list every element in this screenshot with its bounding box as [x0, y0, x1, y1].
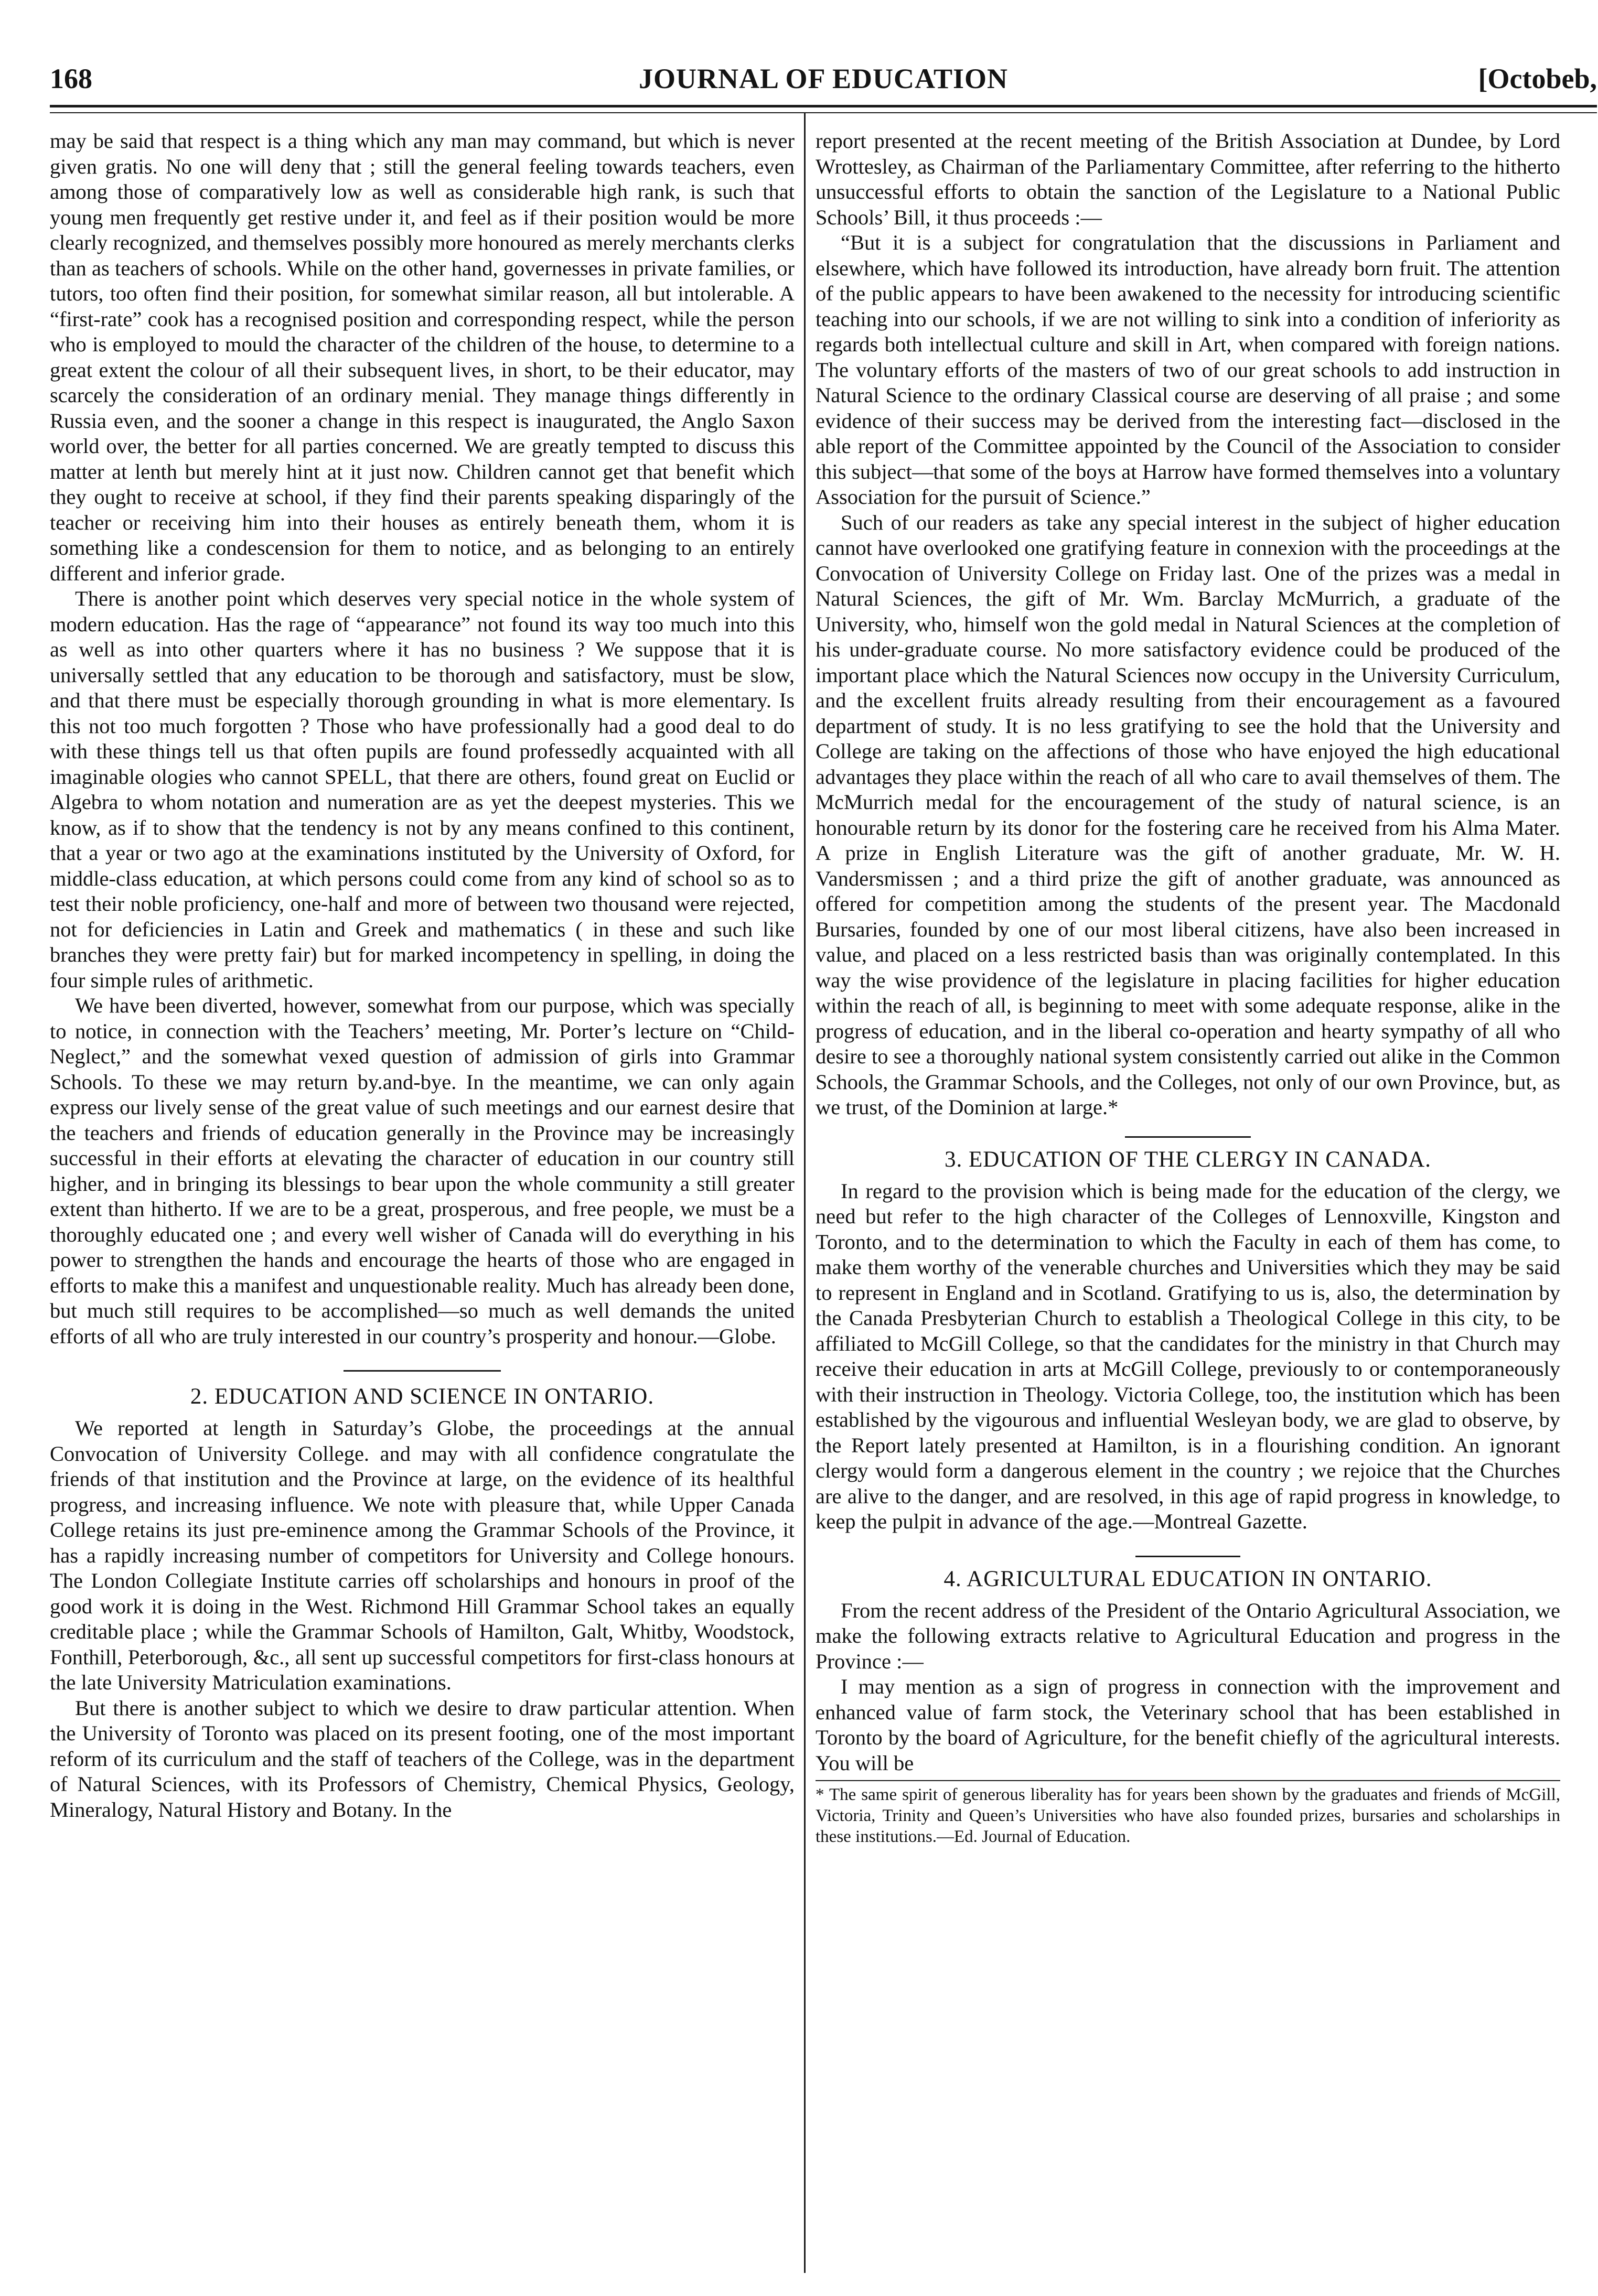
footnote: * The same spirit of generous liberality has for years been shown by the graduates and friends of McGill, Victoria, Trinity and Queen’s Universities who have also founded prizes, bursaries and scholarships in these institutions.—Ed. Journal of Education. — [816, 1785, 1560, 1846]
section-divider — [1125, 1136, 1251, 1138]
section-divider — [1135, 1556, 1240, 1557]
article-paragraph: Such of our readers as take any special interest in the subject of higher education cannot have overlooked one gratifying feature in connexion with the proceedings at the Convocation of University College on Friday last. One of the prizes was a medal in Natural Sciences, the gift of Mr. Wm. Barclay McMurrich, a graduate of the University, who, himself won the gold medal in Natural Sciences at the completion of his under-graduate course. No more satisfactory evidence could be produced of the important place which the Natural Sciences now occupy in the University Curriculum, and the excellent fruits already resulting from their encouragement as a favoured department of study. It is no less gratifying to see the hold that the University and College are taking on the affections of those who have enjoyed the high educational advantages they place within the reach of all who care to avail themselves of them. The McMurrich medal for the encouragement of the study of natural science, is an honourable return by its donor for the fostering care he received from his Alma Mater. A prize in English Literature was the gift of another graduate, Mr. W. H. Vandersmissen ; and a third prize the gift of another graduate, was announced as offered for competition among the students of the present year. The Macdonald Bursaries, founded by one of our most liberal citizens, have also been increased in value, and placed on a less restricted basis than was originally contemplated. In this way the wise providence of the legislature in placing facilities for higher education within the reach of all, is beginning to meet with some adequate response, alike in the progress of education, and in the liberal co-operation and hearty sympathy of all who desire to see a thoroughly national system consistently carried out alike in the Common Schools, the Grammar Schools, and the Colleges, not only of our own Province, but, as we trust, of the Dominion at large.* — [816, 510, 1560, 1119]
page-number: 168 — [50, 63, 92, 94]
footnote-rule — [816, 1780, 1560, 1781]
running-head — [50, 50, 1597, 107]
article-paragraph: We reported at length in Saturday’s Globe, the proceedings at the annual Convocation of University College. and may with all confidence congratulate the friends of that institution and the Province at large, on the evidence of its healthful progress, and increasing influence. We note with pleasure that, while Upper Canada College retains its just pre-eminence among the Grammar Schools of the Province, it has a rapidly increasing number of competitors for University and College honours. The London Collegiate Institute carries off scholarships and honours in proof of the good work it is doing in the West. Richmond Hill Grammar School takes an equally creditable place ; while the Grammar Schools of Hamilton, Galt, Whitby, Woodstock, Fonthill, Peterborough, &c., all sent up successful competitors for first-class honours at the late University Matriculation examinations. — [50, 1416, 795, 1694]
article-paragraph: may be said that respect is a thing which any man may command, but which is never given gratis. No one will deny that ; still the general feeling towards teachers, even among those of comparatively low as well as considerable high rank, is such that young men frequently get restive under it, and feel as if their position would be more clearly recognized, and themselves possibly more honoured as merely merchants clerks than as teachers of schools. While on the other hand, governesses in private families, or tutors, too often find their position, for somewhat similar reason, all but intolerable. A “first-rate” cook has a recognised position and corresponding respect, while the person who is employed to mould the character of the children of the house, to determine to a great extent the colour of all their subsequent lives, in short, to be their educator, may scarcely the consideration of an ordinary menial. They manage things differently in Russia even, and the sooner a change in this respect is inaugurated, the Anglo Saxon world over, the better for all parties concerned. We are greatly tempted to discuss this matter at lenth but merely hint at it just now. Children cannot get that benefit which they ought to receive at school, if they find their parents speaking disparingly of the teacher or receiving him into their houses as entirely beneath them, whom it is something like a condescension for them to notice, and as belonging to an entirely different and inferior grade. — [50, 129, 795, 585]
journal-title: JOURNAL OF EDUCATION — [638, 63, 1009, 94]
article-paragraph: But there is another subject to which we desire to draw particular attention. When the University of Toronto was placed on its present footing, one of the most important reform of its curriculum and the staff of teachers of the College, was in the department of Natural Sciences, with its Professors of Chemistry, Chemical Physics, Geology, Mineralogy, Natural History and Botany. In the — [50, 1696, 795, 1821]
article-paragraph: From the recent address of the President of the Ontario Agricultural Association, we make the following extracts relative to Agricultural Education and progress in the Province :— — [816, 1598, 1560, 1673]
article-paragraph: We have been diverted, however, somewhat from our purpose, which was specially to notice, in connection with the Teachers’ meeting, Mr. Porter’s lecture on “Child-Neglect,” and the somewhat vexed question of admission of girls into Grammar Schools. To these we may return by.and-bye. In the meantime, we can only again express our lively sense of the great value of such meetings and our earnest desire that the teachers and friends of education generally in the Province may be increasingly successful in their efforts at elevating the character of education in our country still higher, and in bringing its blessings to bear upon the whole community a still greater extent than hitherto. If we are to be a great, prosperous, and free people, we must be a thoroughly educated one ; and every well wisher of Canada will do everything in his power to strengthen the hands and encourage the hearts of those who are engaged in efforts to make this a manifest and unquestionable reality. Much has already been done, but much still requires to be accomplished—so much as well demands the united efforts of all who are truly interested in our country’s prosperity and honour.—Globe. — [50, 994, 795, 1348]
section-heading: 3. EDUCATION OF THE CLERGY IN CANADA. — [944, 1147, 1432, 1172]
section-heading: 4. AGRICULTURAL EDUCATION IN ONTARIO. — [943, 1566, 1432, 1591]
header-rule — [50, 105, 1597, 107]
article-paragraph: There is another point which deserves very special notice in the whole system of modern education. Has the rage of “appearance” not found its way too much into this as well as into other quarters where it has no business ? We suppose that it is universally settled that any education to be thorough and satisfactory, must be slow, and that there must be especially thorough grounding in what is more elementary. Is this not too much forgotten ? Those who have professionally had a good deal to do with these things tell us that often pupils are found professedly acquainted with all imaginable ologies who cannot SPELL, that there are others, found great on Euclid or Algebra to whom notation and numeration are as yet the deepest mysteries. This we know, as if to show that the tendency is not by any means confined to this continent, that a year or two ago at the examinations instituted by the University of Oxford, for middle-class education, at which persons could come from any kind of school so as to test their noble proficiency, one-half and more of between two thousand were rejected, not for deficiencies in Latin and Greek and mathematics ( in these and such like branches they were pretty fair) but for marked incompetency in spelling, in doing the four simple rules of arithmetic. — [50, 587, 795, 992]
section-divider — [344, 1370, 501, 1372]
quoted-paragraph: “But it is a subject for congratulation that the discussions in Parliament and elsewhere, which have followed its introduction, have already born fruit. The attention of the public appears to have been awakened to the necessity for introducing scientific teaching into our schools, if we are not willing to sink into a condition of inferiority as regards both intellectual culture and skill in Art, when compared with foreign nations. The voluntary efforts of the masters of two of our great schools to add instruction in Natural Science to the ordinary Classical course are deserving of all praise ; and some evidence of their success may be derived from the interesting fact—disclosed in the able report of the Committee appointed by the Council of the Association to consider this subject—that some of the boys at Harrow have formed themselves into a voluntary Association for the pursuit of Science.” — [816, 231, 1560, 509]
issue-month: [Octobeb, — [1478, 63, 1597, 94]
article-paragraph: report presented at the recent meeting of the British Association at Dundee, by Lord Wrottesley, as Chairman of the Parliamentary Committee, after referring to the hitherto unsuccessful efforts to obtain the sanction of the Legislature to a National Public Schools’ Bill, it thus proceeds :— — [816, 129, 1560, 229]
left-column — [50, 128, 795, 1823]
article-paragraph: I may mention as a sign of progress in connection with the improvement and enhanced value of farm stock, the Veterinary school that has been established in Toronto by the board of Agriculture, for the benefit chiefly of the agricultural interests. You will be — [816, 1675, 1560, 1775]
section-heading: 2. EDUCATION AND SCIENCE IN ONTARIO. — [190, 1384, 655, 1409]
article-paragraph: In regard to the provision which is being made for the education of the clergy, we need but refer to the high character of the Colleges of Lennoxville, Kingston and Toronto, and to the determination to which the Faculty in each of them has come, to make them worthy of the venerable churches and Universities which they may be said to represent in England and in Scotland. Gratifying to us is, also, the determination by the Canada Presbyterian Church to establish a Theological College in this city, to be affiliated to McGill College, so that the candidates for the ministry in that Church may receive their education in arts at McGill College, previously to or contemporaneously with their instruction in Theology. Victoria College, too, the institution which has been established by the vigourous and influential Wesleyan body, we are glad to observe, by the Report lately presented at Hamilton, is in a flourishing condition. An ignorant clergy would form a dangerous element in the country ; we rejoice that the Churches are alive to the danger, and are resolved, in this age of rapid progress in knowledge, to keep the pulpit in advance of the age.—Montreal Gazette. — [816, 1179, 1560, 1533]
header-rule-thin — [50, 112, 1597, 113]
column-divider — [804, 113, 806, 2273]
right-column — [816, 128, 1560, 1847]
